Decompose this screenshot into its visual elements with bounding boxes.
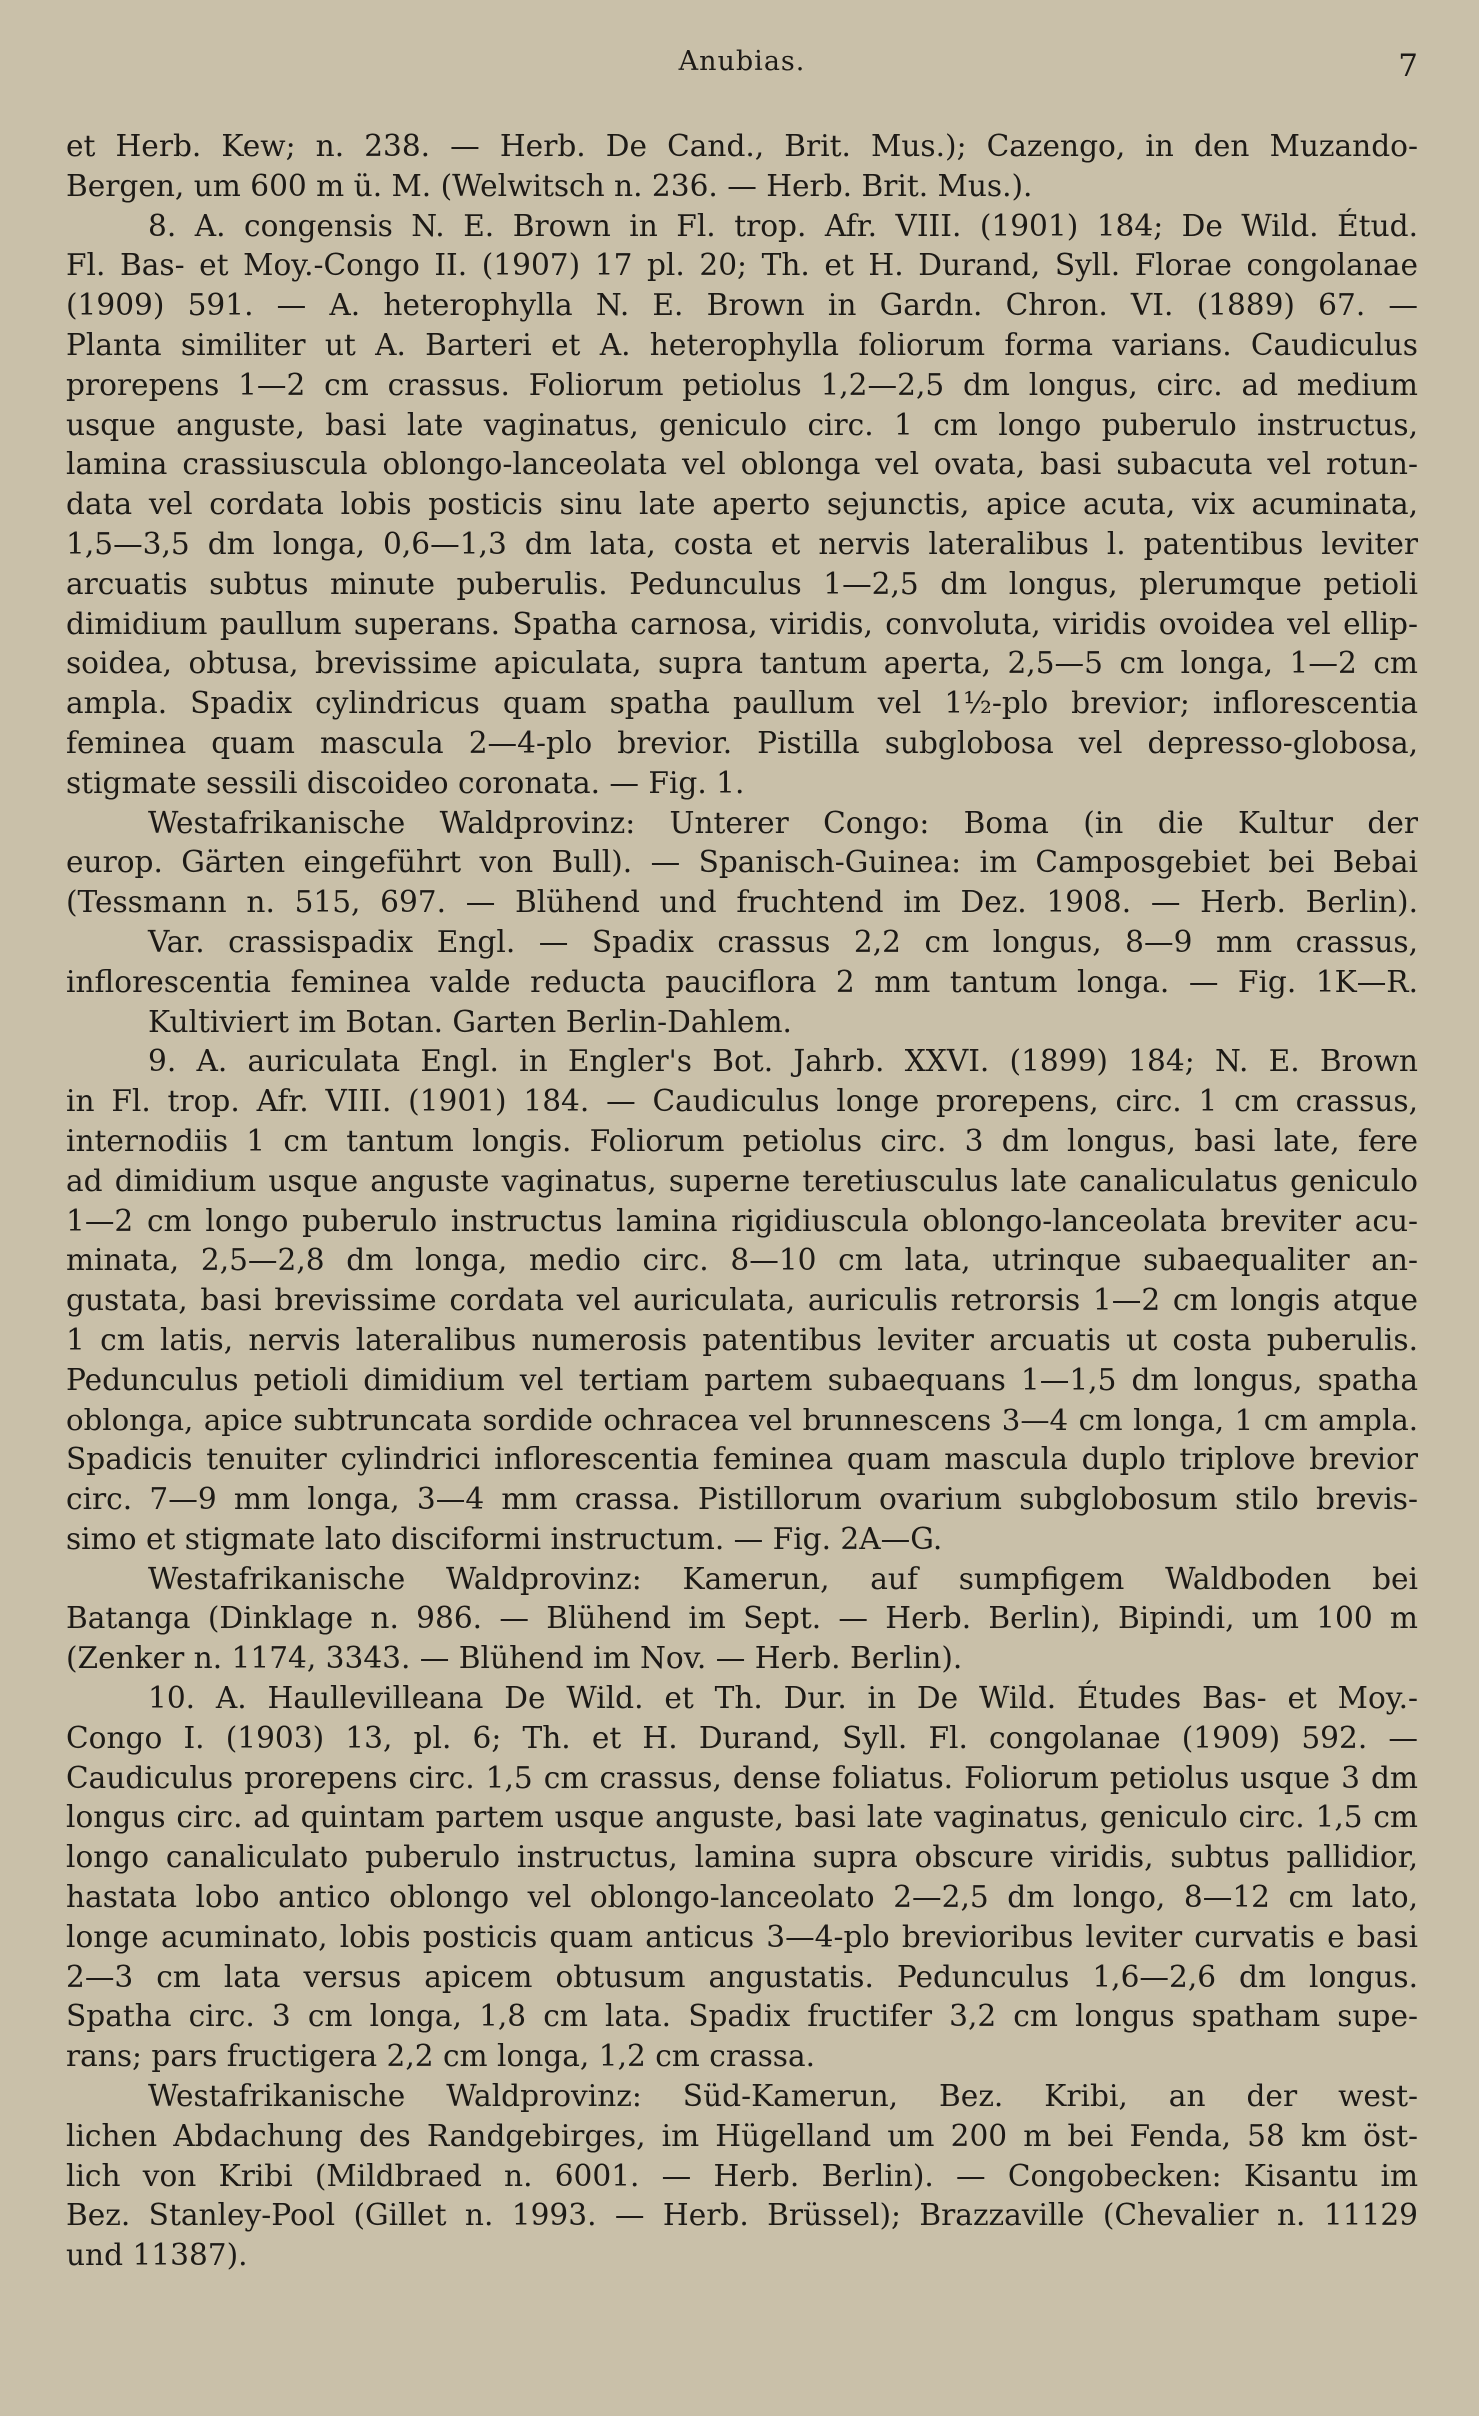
text-line: Westafrikanische Waldprovinz: Kamerun, auf sumpfigem Waldboden bei — [148, 1561, 1418, 1596]
text-line: 1 cm latis, nervis lateralibus numerosis patentibus leviter arcuatis ut costa puberulis. — [66, 1322, 1418, 1357]
running-title: Anubias. — [678, 46, 806, 77]
text-line: Spadicis tenuiter cylindrici inflorescentia feminea quam mascula duplo triplove brevior — [66, 1442, 1418, 1477]
text-line: Batanga (Dinklage n. 986. — Blühend im Sept. — Herb. Berlin), Bipindi, um 100 m — [66, 1601, 1418, 1636]
text-line: Pedunculus petioli dimidium vel tertiam partem subaequans 1—1,5 dm longus, spatha — [66, 1362, 1418, 1397]
text-line: Planta similiter ut A. Barteri et A. heterophylla foliorum forma varians. Caudiculus — [66, 327, 1418, 362]
text-line: longus circ. ad quintam partem usque anguste, basi late vaginatus, geniculo circ. 1,5 cm — [66, 1800, 1418, 1835]
text-line: circ. 7—9 mm longa, 3—4 mm crassa. Pistillorum ovarium subglobosum stilo brevis- — [66, 1482, 1418, 1517]
text-line: rans; pars fructigera 2,2 cm longa, 1,2 cm crassa. — [66, 2039, 816, 2074]
text-line: stigmate sessili discoideo coronata. — Fig. 1. — [66, 765, 745, 800]
text-line: lichen Abdachung des Randgebirges, im Hügelland um 200 m bei Fenda, 58 km öst- — [66, 2118, 1418, 2153]
text-line: 10. A. Haullevilleana De Wild. et Th. Dur. in De Wild. Études Bas- et Moy.- — [148, 1681, 1418, 1716]
text-line: longe acuminato, lobis posticis quam anticus 3—4-plo brevioribus leviter curvatis e basi — [66, 1919, 1418, 1954]
text-line: Caudiculus prorepens circ. 1,5 cm crassus, dense foliatus. Foliorum petiolus usque 3 dm — [66, 1760, 1418, 1795]
text-line: Westafrikanische Waldprovinz: Unterer Congo: Boma (in die Kultur der — [148, 805, 1418, 840]
text-line: und 11387). — [66, 2238, 248, 2273]
text-line: Spatha circ. 3 cm longa, 1,8 cm lata. Spadix fructifer 3,2 cm longus spatham supe- — [66, 1999, 1418, 2034]
text-line: simo et stigmate lato disciformi instructum. — Fig. 2A—G. — [66, 1521, 943, 1556]
body-text — [66, 127, 1418, 2276]
text-line: 1,5—3,5 dm longa, 0,6—1,3 dm lata, costa et nervis lateralibus l. patentibus leviter — [66, 526, 1418, 561]
text-line: lich von Kribi (Mildbraed n. 6001. — Herb. Berlin). — Congobecken: Kisantu im — [66, 2158, 1418, 2193]
text-line: usque anguste, basi late vaginatus, geniculo circ. 1 cm longo puberulo instructus, — [66, 407, 1418, 442]
text-line: dimidium paullum superans. Spatha carnosa, viridis, convoluta, viridis ovoidea vel ellip- — [66, 606, 1418, 641]
text-line: hastata lobo antico oblongo vel oblongo-lanceolato 2—2,5 dm longo, 8—12 cm lato, — [66, 1880, 1418, 1915]
text-line: Fl. Bas- et Moy.-Congo II. (1907) 17 pl. 20; Th. et H. Durand, Syll. Florae congolanae — [66, 248, 1418, 283]
text-line: Congo I. (1903) 13, pl. 6; Th. et H. Durand, Syll. Fl. congolanae (1909) 592. — — [66, 1720, 1418, 1755]
text-line: Kultiviert im Botan. Garten Berlin-Dahlem. — [148, 1004, 792, 1039]
text-line: 9. A. auriculata Engl. in Engler's Bot. Jahrb. XXVI. (1899) 184; N. E. Brown — [148, 1044, 1418, 1079]
text-line: minata, 2,5—2,8 dm longa, medio circ. 8—10 cm lata, utrinque subaequaliter an- — [66, 1243, 1418, 1278]
text-line: (Zenker n. 1174, 3343. — Blühend im Nov. — Herb. Berlin). — [66, 1641, 963, 1676]
text-line: lamina crassiuscula oblongo-lanceolata vel oblonga vel ovata, basi subacuta vel rotun- — [66, 447, 1418, 482]
text-line: Var. crassispadix Engl. — Spadix crassus 2,2 cm longus, 8—9 mm crassus, — [148, 924, 1418, 959]
text-line: internodiis 1 cm tantum longis. Foliorum petiolus circ. 3 dm longus, basi late, fere — [66, 1123, 1418, 1158]
text-line: longo canaliculato puberulo instructus, lamina supra obscure viridis, subtus pallidior, — [66, 1840, 1418, 1875]
text-line: soidea, obtusa, brevissime apiculata, supra tantum aperta, 2,5—5 cm longa, 1—2 cm — [66, 646, 1418, 681]
text-line: inflorescentia feminea valde reducta pauciflora 2 mm tantum longa. — Fig. 1K—R. — [66, 964, 1418, 999]
text-line: europ. Gärten eingeführt von Bull). — Spanisch-Guinea: im Camposgebiet bei Bebai — [66, 845, 1418, 880]
text-line: Bergen, um 600 m ü. M. (Welwitsch n. 236. — Herb. Brit. Mus.). — [66, 168, 1033, 203]
text-line: et Herb. Kew; n. 238. — Herb. De Cand., Brit. Mus.); Cazengo, in den Muzando- — [66, 129, 1418, 163]
text-line: gustata, basi brevissime cordata vel auriculata, auriculis retrorsis 1—2 cm longis atque — [66, 1283, 1418, 1318]
text-line: 1—2 cm longo puberulo instructus lamina rigidiuscula oblongo-lanceolata breviter acu- — [66, 1203, 1418, 1238]
text-line: arcuatis subtus minute puberulis. Pedunculus 1—2,5 dm longus, plerumque petioli — [66, 566, 1418, 601]
page-number: 7 — [1398, 48, 1418, 84]
page-header — [66, 46, 1418, 86]
text-line: data vel cordata lobis posticis sinu late aperto sejunctis, apice acuta, vix acuminata, — [66, 487, 1418, 522]
text-line: feminea quam mascula 2—4-plo brevior. Pistilla subglobosa vel depresso-globosa, — [66, 725, 1418, 760]
text-line: 8. A. congensis N. E. Brown in Fl. trop. Afr. VIII. (1901) 184; De Wild. Étud. — [148, 208, 1418, 243]
text-line: prorepens 1—2 cm crassus. Foliorum petiolus 1,2—2,5 dm longus, circ. ad medium — [66, 367, 1418, 402]
text-line: (Tessmann n. 515, 697. — Blühend und fruchtend im Dez. 1908. — Herb. Berlin). — [66, 885, 1418, 920]
text-line: (1909) 591. — A. heterophylla N. E. Brown in Gardn. Chron. VI. (1889) 67. — — [66, 288, 1418, 323]
text-line: Westafrikanische Waldprovinz: Süd-Kamerun, Bez. Kribi, an der west- — [148, 2079, 1418, 2114]
text-line: oblonga, apice subtruncata sordide ochracea vel brunnescens 3—4 cm longa, 1 cm ampla. — [66, 1402, 1418, 1437]
text-line: Bez. Stanley-Pool (Gillet n. 1993. — Herb. Brüssel); Brazzaville (Chevalier n. 11129 — [66, 2198, 1418, 2233]
text-line: in Fl. trop. Afr. VIII. (1901) 184. — Caudiculus longe prorepens, circ. 1 cm crassus, — [66, 1084, 1418, 1119]
text-line: ampla. Spadix cylindricus quam spatha paullum vel 1½-plo brevior; inflorescentia — [66, 686, 1418, 721]
text-line: 2—3 cm lata versus apicem obtusum angustatis. Pedunculus 1,6—2,6 dm longus. — [66, 1959, 1418, 1994]
text-line: ad dimidium usque anguste vaginatus, superne teretiusculus late canaliculatus geniculo — [66, 1163, 1418, 1198]
